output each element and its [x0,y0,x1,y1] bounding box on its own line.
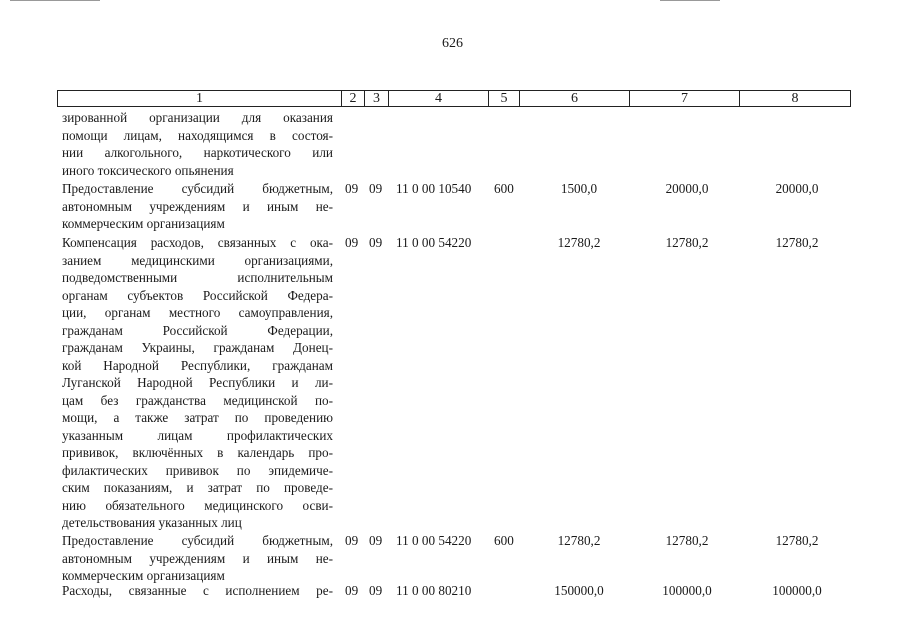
section-code: 09 [345,533,359,548]
description-line: прививок, включённых в календарь про- [62,445,333,460]
column-header-6: 6 [520,91,630,106]
row-description [62,532,333,585]
description-line: Компенсация расходов, связанных с ока- [62,235,333,250]
target-item-code: 11 0 00 80210 [396,583,472,598]
description-line: гражданам Украины, гражданам Донец- [62,340,333,355]
description-line: мощи, а также затрат по проведению [62,410,333,425]
amount-column-6: 150000,0 [554,583,604,598]
expense-type-code: 600 [494,533,514,548]
expense-type-code: 600 [494,181,514,196]
amount-column-8: 12780,2 [775,533,819,548]
description-line: цам без гражданства медицинской по- [62,392,333,408]
amount-column-7: 20000,0 [665,181,709,196]
scan-mark-top-right [660,0,720,1]
table-header-row [57,90,851,107]
column-header-4: 4 [389,91,489,106]
description-line: Луганской Народной Республики и ли- [62,375,333,390]
description-line: ции, органам местного самоуправления, [62,305,333,320]
column-header-2: 2 [342,91,365,106]
scan-mark-top-left [10,0,100,1]
amount-column-8: 20000,0 [775,181,819,196]
amount-column-7: 12780,2 [665,533,709,548]
page-number: 626 [442,36,463,51]
description-line: детельствования указанных лиц [62,515,242,530]
column-header-5: 5 [489,91,520,106]
section-code: 09 [345,235,359,250]
description-line: автономным учреждениям и иным не- [62,550,333,566]
description-line: помощи лицам, находящимся в состоя- [62,127,333,143]
subsection-code: 09 [369,583,383,598]
row-description [62,234,333,532]
row-description [62,582,333,600]
description-line: нии алкогольного, наркотического или [62,145,333,160]
description-line: гражданам Российской Федерации, [62,322,333,338]
description-line: ским показаниям, и затрат по проведе- [62,480,333,495]
description-line: подведомственными исполнительным [62,270,333,285]
target-item-code: 11 0 00 10540 [396,181,472,196]
description-line: указанным лицам профилактических [62,427,333,443]
column-header-7: 7 [630,91,740,106]
column-header-1: 1 [58,91,342,106]
column-header-8: 8 [791,91,799,106]
description-line: занием медицинскими организациями, [62,252,333,268]
description-line: Предоставление субсидий бюджетным, [62,533,333,548]
description-line: зированной организации для оказания [62,110,333,125]
target-item-code: 11 0 00 54220 [396,533,472,548]
amount-column-7: 12780,2 [665,235,709,250]
description-line: кой Народной Республики, гражданам [62,357,333,373]
amount-column-6: 1500,0 [560,181,598,196]
section-code: 09 [345,583,359,598]
description-line: Расходы, связанные с исполнением ре- [62,583,333,598]
row-description [62,180,333,233]
description-line: коммерческим организациям [62,216,225,231]
target-item-code: 11 0 00 54220 [396,235,472,250]
description-line: нию обязательного медицинского осви- [62,497,333,513]
amount-column-8: 12780,2 [775,235,819,250]
amount-column-7: 100000,0 [662,583,712,598]
description-line: филактических прививок по эпидемиче- [62,462,333,478]
column-header-3: 3 [365,91,389,106]
subsection-code: 09 [369,533,383,548]
subsection-code: 09 [369,235,383,250]
description-line: Предоставление субсидий бюджетным, [62,181,333,196]
section-code: 09 [345,181,359,196]
amount-column-8: 100000,0 [772,583,822,598]
description-line: органам субъектов Российской Федера- [62,287,333,303]
amount-column-6: 12780,2 [557,533,601,548]
amount-column-6: 12780,2 [557,235,601,250]
description-line: коммерческим организациям [62,568,225,583]
row-description [62,109,333,179]
description-line: автономным учреждениям и иным не- [62,198,333,214]
subsection-code: 09 [369,181,383,196]
description-line: иного токсического опьянения [62,162,234,178]
